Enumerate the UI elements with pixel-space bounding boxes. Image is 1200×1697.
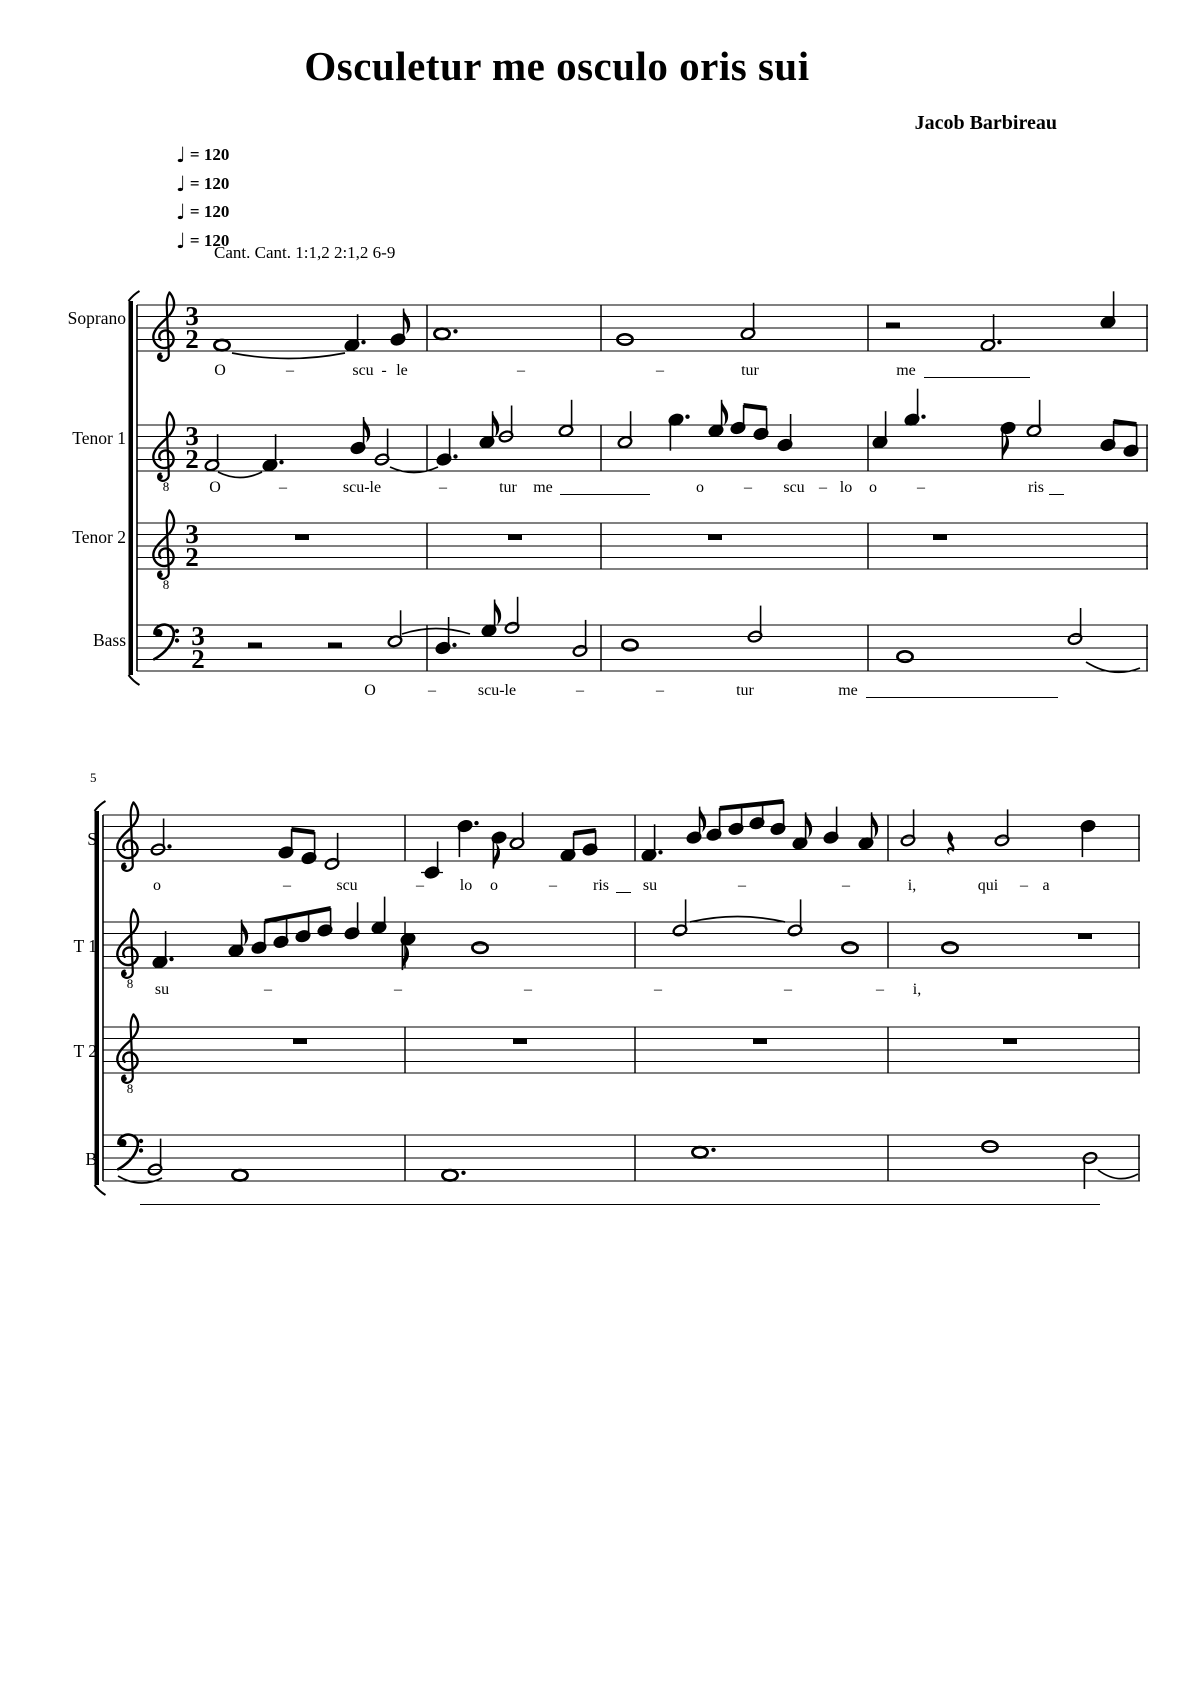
staff-label: Soprano xyxy=(67,308,126,328)
lyric-syllable: tur xyxy=(499,479,517,496)
staff-label: T 1 xyxy=(73,936,97,956)
lyric-syllable: tur xyxy=(741,362,759,379)
staff-s xyxy=(103,799,1140,879)
note xyxy=(622,640,637,650)
lyric-syllable: – xyxy=(876,981,884,998)
lyric-syllable: – xyxy=(394,981,402,998)
slur xyxy=(1098,1170,1138,1179)
note xyxy=(374,429,390,467)
time-signature-denominator: 2 xyxy=(191,644,205,674)
lyric-syllable: scu-le xyxy=(477,682,517,699)
whole-notehead xyxy=(434,329,449,339)
tempo-value: = 120 xyxy=(189,145,230,164)
time-signature-numerator: 3 xyxy=(185,519,199,549)
whole-notehead xyxy=(214,340,229,350)
note xyxy=(344,314,366,352)
note xyxy=(672,899,688,937)
slur xyxy=(390,467,438,473)
lyric-syllable: ris xyxy=(593,877,609,894)
augmentation-dot xyxy=(997,340,1001,344)
note xyxy=(668,413,690,451)
whole-rest xyxy=(513,1039,527,1045)
lyric-extender xyxy=(866,697,1058,698)
lyric-syllable: lo xyxy=(459,877,473,894)
lyric-syllable: – xyxy=(428,682,436,699)
lyric-syllable: o xyxy=(490,877,498,894)
eighth-flag xyxy=(364,417,371,443)
lyric-syllable: i, xyxy=(912,981,922,998)
page-title: Osculetur me osculo oris sui xyxy=(304,43,810,89)
staff-bass xyxy=(137,597,1148,674)
lyric-syllable: – xyxy=(524,981,532,998)
beam-group xyxy=(278,827,317,865)
bass-clef-icon xyxy=(118,1135,143,1170)
staff-tenor-1 xyxy=(137,389,1148,494)
lyric-syllable: le xyxy=(396,362,408,379)
note xyxy=(350,417,370,455)
eighth-flag xyxy=(493,411,500,437)
note xyxy=(150,819,172,857)
augmentation-dot xyxy=(279,460,283,464)
note xyxy=(740,303,756,341)
note xyxy=(421,842,443,880)
lyric-syllable: – xyxy=(819,479,827,496)
lyric-syllable: – xyxy=(279,479,287,496)
note xyxy=(152,931,174,969)
source-reference: Cant. Cant. 1:1,2 2:1,2 6-9 xyxy=(214,243,396,262)
note xyxy=(823,807,839,845)
note xyxy=(436,429,458,467)
note xyxy=(1082,1151,1098,1189)
note xyxy=(858,812,878,850)
note xyxy=(371,897,387,935)
lyric-syllable: – xyxy=(784,981,792,998)
whole-rest xyxy=(1003,1039,1017,1045)
lyric-syllable: a xyxy=(1042,877,1050,894)
note xyxy=(435,617,457,655)
lyric-syllable: – xyxy=(264,981,272,998)
staff-label: B xyxy=(85,1149,97,1169)
whole-rest xyxy=(508,535,522,541)
note xyxy=(792,812,812,850)
augmentation-dot xyxy=(685,415,689,419)
lyric-syllable: - xyxy=(381,362,387,379)
lyric-syllable: su xyxy=(642,877,658,894)
note xyxy=(204,434,220,472)
augmentation-dot xyxy=(167,844,171,848)
augmentation-dot xyxy=(921,415,925,419)
half-rest xyxy=(886,323,900,329)
note xyxy=(708,400,728,438)
note xyxy=(904,389,926,427)
lyric-syllable: O xyxy=(214,362,226,379)
note xyxy=(481,600,501,638)
staff-label: Tenor 1 xyxy=(72,428,126,448)
beam-group xyxy=(251,906,333,954)
augmentation-dot xyxy=(452,643,456,647)
lyric-syllable: me xyxy=(533,479,553,496)
lyric-syllable: – xyxy=(439,479,447,496)
note xyxy=(686,807,706,845)
lyric-syllable: i, xyxy=(907,877,917,894)
whole-notehead xyxy=(897,651,912,661)
note xyxy=(747,606,763,644)
lyric-syllable: O xyxy=(209,479,221,496)
lyric-syllable: – xyxy=(549,877,557,894)
augmentation-dot xyxy=(169,957,173,961)
tempo-value: = 120 xyxy=(189,202,230,221)
staff-label: T 2 xyxy=(73,1041,97,1061)
whole-notehead xyxy=(942,943,957,953)
whole-rest xyxy=(293,1039,307,1045)
tempo-value: = 120 xyxy=(189,173,230,193)
note xyxy=(1026,400,1042,438)
note xyxy=(214,340,229,350)
note xyxy=(897,651,912,661)
eighth-flag xyxy=(493,843,500,869)
lyric-syllable: lo xyxy=(839,479,853,496)
lyric-syllable: me xyxy=(896,362,916,379)
time-signature-numerator: 3 xyxy=(185,301,199,331)
slur xyxy=(118,1176,162,1183)
lyric-extender xyxy=(1049,494,1064,495)
lyric-syllable: – xyxy=(416,877,424,894)
bracket-curl-bottom xyxy=(95,1185,106,1195)
beam-group xyxy=(706,799,786,841)
staff-label: Bass xyxy=(92,630,126,650)
lyric-syllable: – xyxy=(738,877,746,894)
whole-rest xyxy=(933,535,947,541)
note xyxy=(344,902,360,940)
quarter-note-icon: ♩ xyxy=(176,143,186,167)
slur xyxy=(232,353,345,359)
whole-notehead xyxy=(472,943,487,953)
tempo-value: = 120 xyxy=(189,230,230,250)
note xyxy=(232,1170,247,1180)
note xyxy=(228,920,248,958)
octave-8-mark: 8 xyxy=(162,577,170,592)
note xyxy=(387,610,403,648)
beam xyxy=(1114,419,1137,427)
lyric-syllable: – xyxy=(654,981,662,998)
half-rest xyxy=(328,643,342,649)
note xyxy=(787,899,803,937)
staff-soprano xyxy=(137,291,1148,361)
note xyxy=(400,932,416,970)
note xyxy=(777,414,793,452)
system-2 xyxy=(95,799,1141,1195)
lyric-syllable: – xyxy=(283,877,291,894)
whole-notehead xyxy=(692,1147,707,1157)
system-bracket xyxy=(95,811,100,1185)
system-bracket xyxy=(129,301,134,675)
note xyxy=(442,1170,465,1180)
lyric-syllable: – xyxy=(744,479,752,496)
bracket-curl-bottom xyxy=(129,675,140,685)
note xyxy=(641,824,663,862)
beam xyxy=(292,827,315,835)
measure-number: 5 xyxy=(90,770,97,785)
whole-rest xyxy=(708,535,722,541)
eighth-flag xyxy=(722,400,729,426)
staff-t-1 xyxy=(103,897,1140,991)
lyric-syllable: – xyxy=(656,362,664,379)
note xyxy=(980,314,1002,352)
lyric-syllable: O xyxy=(364,682,376,699)
eighth-flag xyxy=(872,812,879,838)
whole-rest xyxy=(1078,934,1092,940)
octave-8-mark: 8 xyxy=(126,1081,134,1096)
staff-tenor-2 xyxy=(137,511,1148,593)
lyric-extender xyxy=(924,377,1030,378)
whole-notehead xyxy=(842,943,857,953)
note xyxy=(498,406,514,444)
quarter-rest xyxy=(947,831,955,855)
note xyxy=(147,1139,163,1177)
augmentation-dot xyxy=(453,329,457,333)
note xyxy=(262,434,284,472)
whole-rest xyxy=(753,1039,767,1045)
whole-notehead xyxy=(622,640,637,650)
note xyxy=(842,943,857,953)
eighth-flag xyxy=(242,920,249,946)
octave-8-mark: 8 xyxy=(126,976,134,991)
note xyxy=(617,411,633,449)
eighth-flag xyxy=(806,812,813,838)
lyric-extender xyxy=(616,892,631,893)
composer-name: Jacob Barbireau xyxy=(914,112,1057,134)
whole-rest xyxy=(295,535,309,541)
time-signature-numerator: 3 xyxy=(185,421,199,451)
lyric-syllable: scu xyxy=(336,877,358,894)
lyric-syllable: scu xyxy=(352,362,374,379)
octave-8-mark: 8 xyxy=(162,479,170,494)
beam-group xyxy=(730,403,769,441)
staff-b xyxy=(103,1135,1140,1189)
staff-label: S xyxy=(87,829,97,849)
beam xyxy=(265,906,331,924)
slur xyxy=(690,917,785,923)
note xyxy=(692,1147,715,1157)
lyric-syllable: – xyxy=(517,362,525,379)
note xyxy=(504,597,520,635)
note xyxy=(872,411,888,449)
note xyxy=(390,309,410,347)
whole-notehead xyxy=(442,1170,457,1180)
bass-clef-icon xyxy=(154,625,179,660)
eighth-flag xyxy=(404,309,411,335)
augmentation-dot xyxy=(461,1171,465,1175)
lyric-syllable: tur xyxy=(736,682,754,699)
beam xyxy=(744,403,767,411)
bracket-curl-top xyxy=(129,291,140,301)
time-signature-numerator: 3 xyxy=(191,621,205,651)
lyric-syllable: – xyxy=(286,362,294,379)
eighth-flag xyxy=(495,600,502,626)
half-rest xyxy=(248,643,262,649)
quarter-note-icon: ♩ xyxy=(176,171,186,196)
lyric-syllable: me xyxy=(838,682,858,699)
lyric-syllable: ris xyxy=(1028,479,1044,496)
note xyxy=(434,329,457,339)
bracket-curl-top xyxy=(95,801,106,811)
lyric-syllable: o xyxy=(869,479,877,496)
note xyxy=(479,411,499,449)
lyric-syllable: – xyxy=(917,479,925,496)
augmentation-dot xyxy=(474,821,478,825)
augmentation-dot xyxy=(453,454,457,458)
quarter-note-icon: ♩ xyxy=(176,228,186,253)
eighth-flag xyxy=(1002,434,1009,460)
lyric-extender xyxy=(140,1204,1100,1205)
augmentation-dot xyxy=(361,340,365,344)
lyric-syllable: – xyxy=(1020,877,1028,894)
note xyxy=(1000,421,1016,459)
eighth-flag xyxy=(700,807,707,833)
time-signature-denominator: 2 xyxy=(185,324,199,354)
lyric-syllable: scu xyxy=(783,479,805,496)
beam xyxy=(720,799,784,811)
lyric-syllable: – xyxy=(842,877,850,894)
slur xyxy=(218,472,262,478)
beam-group xyxy=(560,828,598,862)
note xyxy=(942,943,957,953)
augmentation-dot xyxy=(658,850,662,854)
time-signature-denominator: 2 xyxy=(185,542,199,572)
lyric-syllable: o xyxy=(153,877,161,894)
note xyxy=(1100,291,1116,329)
lyric-syllable: – xyxy=(656,682,664,699)
quarter-note-icon: ♩ xyxy=(176,200,186,224)
note xyxy=(1067,608,1083,646)
slur xyxy=(402,629,470,635)
staff-label: Tenor 2 xyxy=(72,527,126,547)
time-signature-denominator: 2 xyxy=(185,444,199,474)
note xyxy=(509,812,525,850)
eighth-flag xyxy=(402,945,409,971)
lyric-extender xyxy=(560,494,650,495)
augmentation-dot xyxy=(711,1148,715,1152)
lyric-syllable: o xyxy=(696,479,704,496)
staff-t-2 xyxy=(103,1015,1140,1097)
lyric-syllable: scu-le xyxy=(342,479,382,496)
lyric-syllable: su xyxy=(154,981,170,998)
whole-notehead xyxy=(232,1170,247,1180)
note xyxy=(472,943,487,953)
beam xyxy=(574,828,596,836)
lyric-syllable: qui xyxy=(977,877,999,894)
note xyxy=(558,400,574,438)
lyric-syllable: – xyxy=(576,682,584,699)
